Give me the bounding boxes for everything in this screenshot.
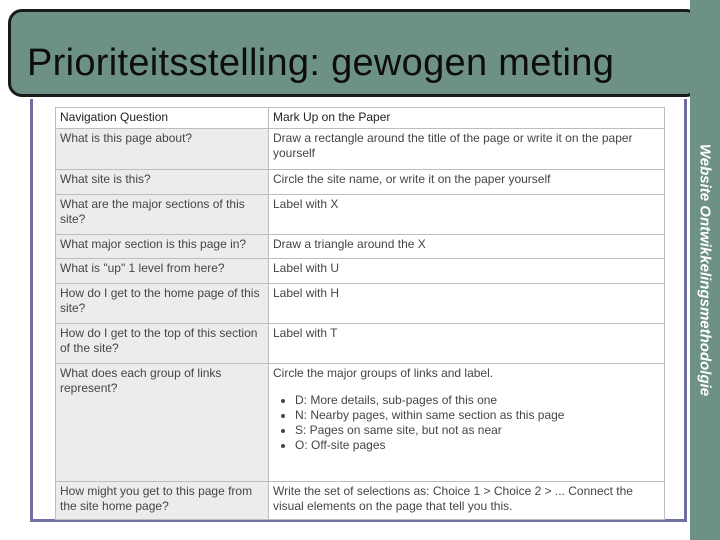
markup-cell: Write the set of selections as: Choice 1 > Choice 2 > ... Connect the visual elements on the page that tell you this. xyxy=(269,481,665,519)
markup-text: Circle the major groups of links and label. xyxy=(273,366,494,381)
table-row xyxy=(56,283,665,323)
question-cell: What is "up" 1 level from here? xyxy=(56,259,269,283)
markup-cell: Draw a triangle around the X xyxy=(269,235,665,259)
question-cell: How might you get to this page from the site home page? xyxy=(56,481,269,519)
table-row xyxy=(56,364,665,481)
markup-cell: Draw a rectangle around the title of the page or write it on the paper yourself xyxy=(269,129,665,170)
table-row xyxy=(56,323,665,363)
table-row xyxy=(56,235,665,259)
link-group-list xyxy=(273,393,660,453)
markup-cell: Label with U xyxy=(269,259,665,283)
question-cell: What is this page about? xyxy=(56,129,269,170)
table-row xyxy=(56,259,665,283)
markup-cell: Label with X xyxy=(269,194,665,234)
list-item: • D: More details, sub-pages of this one xyxy=(295,393,660,408)
markup-cell: Label with T xyxy=(269,323,665,363)
table-row xyxy=(56,194,665,234)
question-cell: How do I get to the top of this section of the site? xyxy=(56,323,269,363)
list-item: • S: Pages on same site, but not as near xyxy=(295,423,660,438)
markup-cell xyxy=(269,364,665,481)
table-row xyxy=(56,129,665,170)
list-item: • N: Nearby pages, within same section as this page xyxy=(295,408,660,423)
markup-cell: Circle the site name, or write it on the paper yourself xyxy=(269,170,665,194)
header-navigation-question: Navigation Question xyxy=(56,108,269,129)
table-row xyxy=(56,170,665,194)
list-item: • O: Off-site pages xyxy=(295,438,660,453)
table-header-row xyxy=(56,108,665,129)
header-mark-up: Mark Up on the Paper xyxy=(269,108,665,129)
title-banner xyxy=(8,9,700,97)
question-cell: How do I get to the home page of this site? xyxy=(56,283,269,323)
markup-cell: Label with H xyxy=(269,283,665,323)
question-cell: What does each group of links represent? xyxy=(56,364,269,481)
question-cell: What are the major sections of this site? xyxy=(56,194,269,234)
table-row xyxy=(56,481,665,519)
question-cell: What site is this? xyxy=(56,170,269,194)
slide-title: Prioriteitsstelling: gewogen meting xyxy=(27,42,615,84)
navigation-table xyxy=(55,107,665,520)
side-label: Website Ontwikkelingsmethodolgie xyxy=(696,143,714,397)
question-cell: What major section is this page in? xyxy=(56,235,269,259)
